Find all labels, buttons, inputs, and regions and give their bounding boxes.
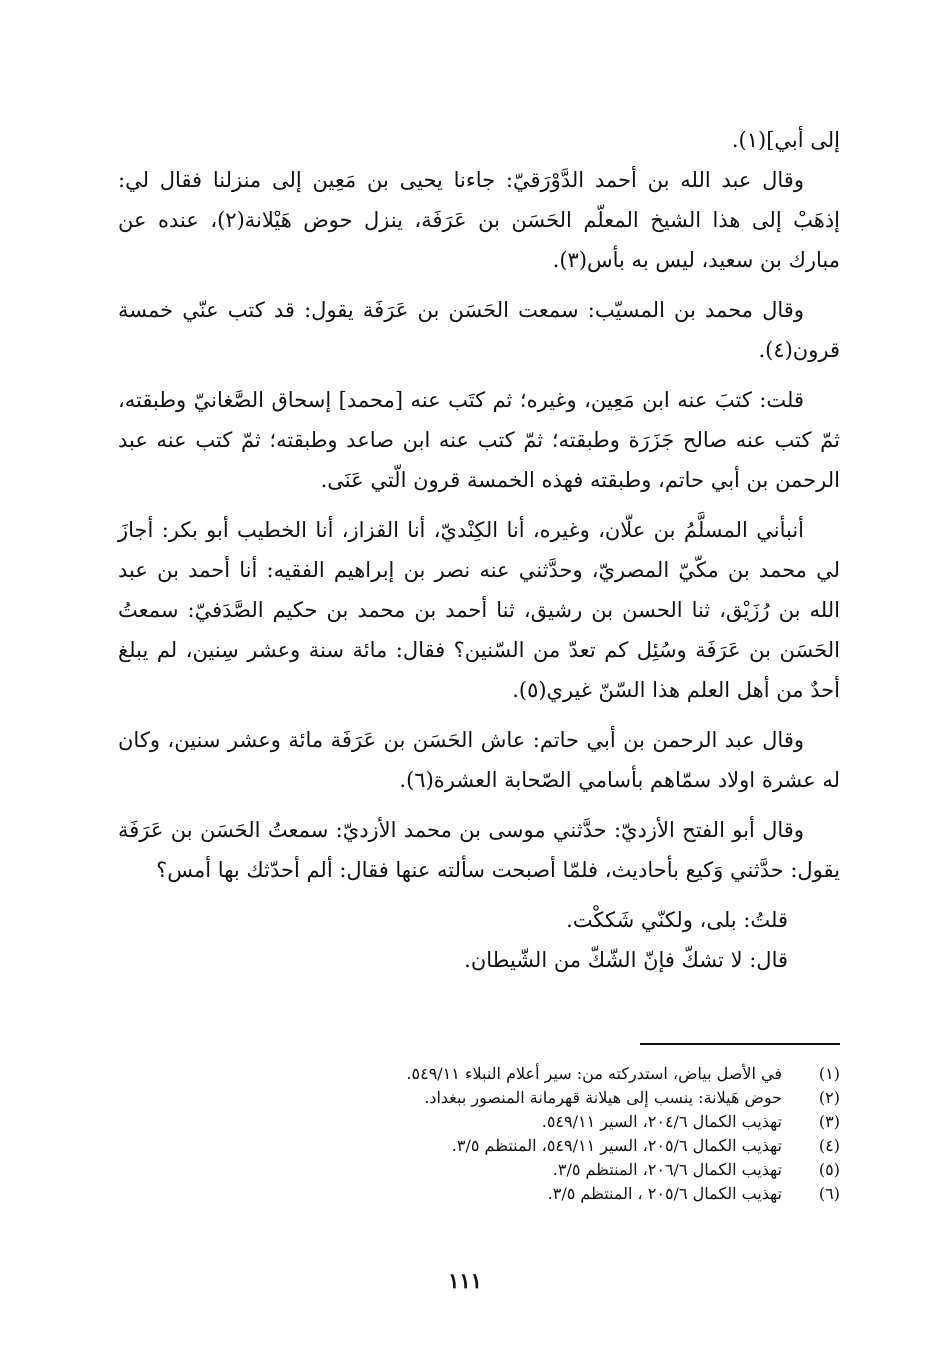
footnote-divider (640, 1043, 840, 1045)
footnote-text: تهذيب الكمال ٢٠٥/٦ ، المنتظم ٣/٥. (547, 1184, 782, 1203)
footnote (300, 1062, 840, 1086)
footnote-number: (٥) (818, 1160, 840, 1179)
paragraph: قلت: كتبَ عنه ابن مَعِين، وغيره؛ ثم كتَب عنه [محمد] إسحاق الصَّغانيّ وطبقته، ثمّ كتب عنه صالح جَزَرَة وطبقته؛ ثمّ كتب عنه ابن صاعد وطبقته؛ ثمّ كتب عنه عبد الرحمن بن أبي حاتم، وطبقته فهذه الخمسة قرون الّتي عَنَى. (118, 388, 840, 492)
paragraph: إلى أبي](١). (731, 128, 840, 152)
footnote-number: (٢) (818, 1088, 840, 1107)
footnotes (300, 1062, 840, 1206)
footnote-text: في الأصل بياض، استدركته من: سير أعلام النبلاء ٥٤٩/١١. (406, 1064, 782, 1083)
footnote (300, 1086, 840, 1110)
main-text (118, 120, 840, 980)
paragraph: وقال عبد الرحمن بن أبي حاتم: عاش الحَسَن بن عَرَفَة مائة وعشر سنين، وكان له عشرة اولاد سمّاهم بأسامي الصّحابة العشرة(٦). (118, 728, 840, 792)
footnote-number: (٣) (818, 1112, 840, 1131)
footnote-text: تهذيب الكمال ٢٠٤/٦، السير ٥٤٩/١١. (541, 1112, 782, 1131)
footnote-text: تهذيب الكمال ٢٠٥/٦، السير ٥٤٩/١١، المنتظم ٣/٥. (451, 1136, 782, 1155)
footnote-number: (٤) (818, 1136, 840, 1155)
dialog-line: قال: لا تشكّ فإنّ الشّكّ من الشّيطان. (464, 948, 788, 972)
paragraph: وقال عبد الله بن أحمد الدَّوْرَقيّ: جاءنا يحيى بن مَعِين إلى منزلنا فقال لي: إذهَبْ إلى هذا الشيخ المعلّم الحَسَن بن عَرَفَة، ينزل حوض هَيْلانة(٢)، عنده عن مبارك بن سعيد، ليس به بأس(٣). (118, 168, 840, 272)
dialog-line: قلتُ: بلى، ولكنّي شَككْت. (566, 908, 788, 932)
footnote (300, 1134, 840, 1158)
footnote-number: (١) (818, 1064, 840, 1083)
footnote-text: حوض هَيلانة: ينسب إلى هيلانة قهرمانة المنصور ببغداد. (424, 1088, 782, 1107)
footnote (300, 1110, 840, 1134)
footnote-text: تهذيب الكمال ٢٠٦/٦، المنتظم ٣/٥. (552, 1160, 782, 1179)
paragraph: وقال محمد بن المسيّب: سمعت الحَسَن بن عَرَفَة يقول: قد كتب عنّي خمسة قرون(٤). (118, 298, 840, 362)
page-number: ١١١ (448, 1268, 482, 1293)
footnote (300, 1182, 840, 1206)
paragraph: أنبأني المسلَّمُ بن علّان، وغيره، أنا الكِنْديّ، أنا القزاز، أنا الخطيب أبو بكر: أجازَ لي محمد بن مكّيّ المصريّ، وحدَّثني عنه نصر بن إبراهيم الفقيه: أنا أحمد بن عبد الله بن رُزَيْق، ثنا الحسن بن رشيق، ثنا أحمد بن محمد بن حكيم الصَّدَفيّ: سمعتُ الحَسَن بن عَرَفَة وسُئِل كم تعدّ من السّنين؟ فقال: مائة سنة وعشر سِنين، لم يبلغ أحدٌ من أهل العلم هذا السّنّ غيري(٥). (118, 518, 840, 702)
footnote-number: (٦) (818, 1184, 840, 1203)
paragraph: وقال أبو الفتح الأزديّ: حدَّثني موسى بن محمد الأزديّ: سمعتُ الحَسَن بن عَرَفَة يقول: حدَّثني وَكيع بأحاديث، فلمّا أصبحت سألته عنها فقال: ألم أحدّثك بها أمس؟ (118, 818, 840, 882)
footnote (300, 1158, 840, 1182)
